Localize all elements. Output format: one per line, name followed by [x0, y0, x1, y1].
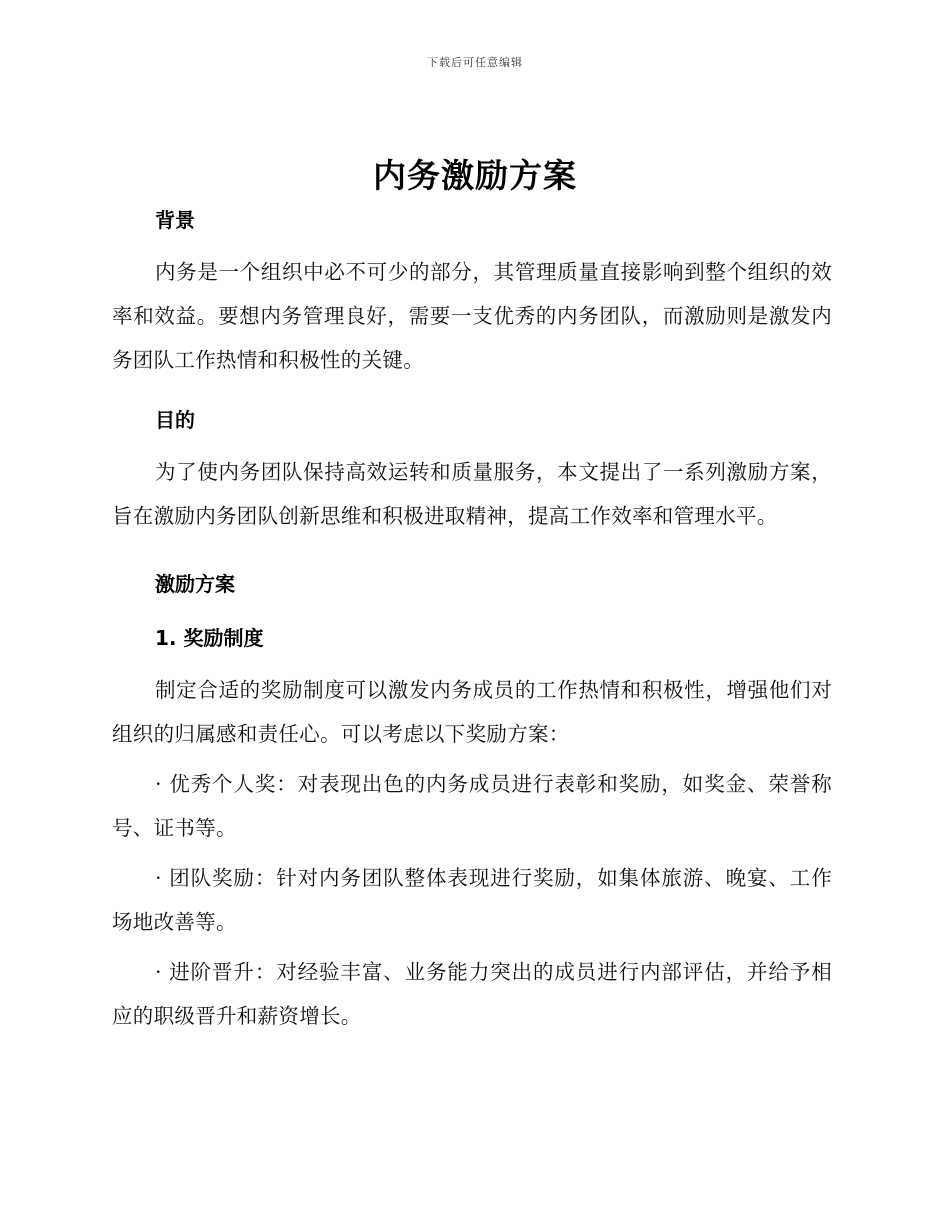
paragraph-purpose: 为了使内务团队保持高效运转和质量服务，本文提出了一系列激励方案，旨在激励内务团队创新思维和积极进取精神，提高工作效率和管理水平。 — [112, 460, 832, 528]
paragraph-reward-intro: 制定合适的奖励制度可以激发内务成员的工作热情和积极性，增强他们对组织的归属感和责任心。可以考虑以下奖励方案： — [112, 678, 832, 746]
section-heading-plan: 激励方案 — [155, 572, 235, 596]
list-item: · 优秀个人奖：对表现出色的内务成员进行表彰和奖励，如奖金、荣誉称号、证书等。 — [112, 772, 832, 840]
header-note: 下载后可任意编辑 — [427, 56, 523, 69]
paragraph-background: 内务是一个组织中必不可少的部分，其管理质量直接影响到整个组织的效率和效益。要想内务管理良好，需要一支优秀的内务团队，而激励则是激发内务团队工作热情和积极性的关键。 — [112, 260, 832, 372]
subheading-reward-system: 1. 奖励制度 — [155, 626, 264, 650]
section-heading-background: 背景 — [155, 208, 195, 232]
list-item: · 进阶晋升：对经验丰富、业务能力突出的成员进行内部评估，并给予相应的职级晋升和薪资增长。 — [112, 960, 832, 1028]
section-heading-purpose: 目的 — [155, 408, 195, 432]
list-item: · 团队奖励：针对内务团队整体表现进行奖励，如集体旅游、晚宴、工作场地改善等。 — [112, 866, 832, 934]
document-body — [112, 196, 832, 1038]
document-title: 内务激励方案 — [373, 156, 577, 195]
